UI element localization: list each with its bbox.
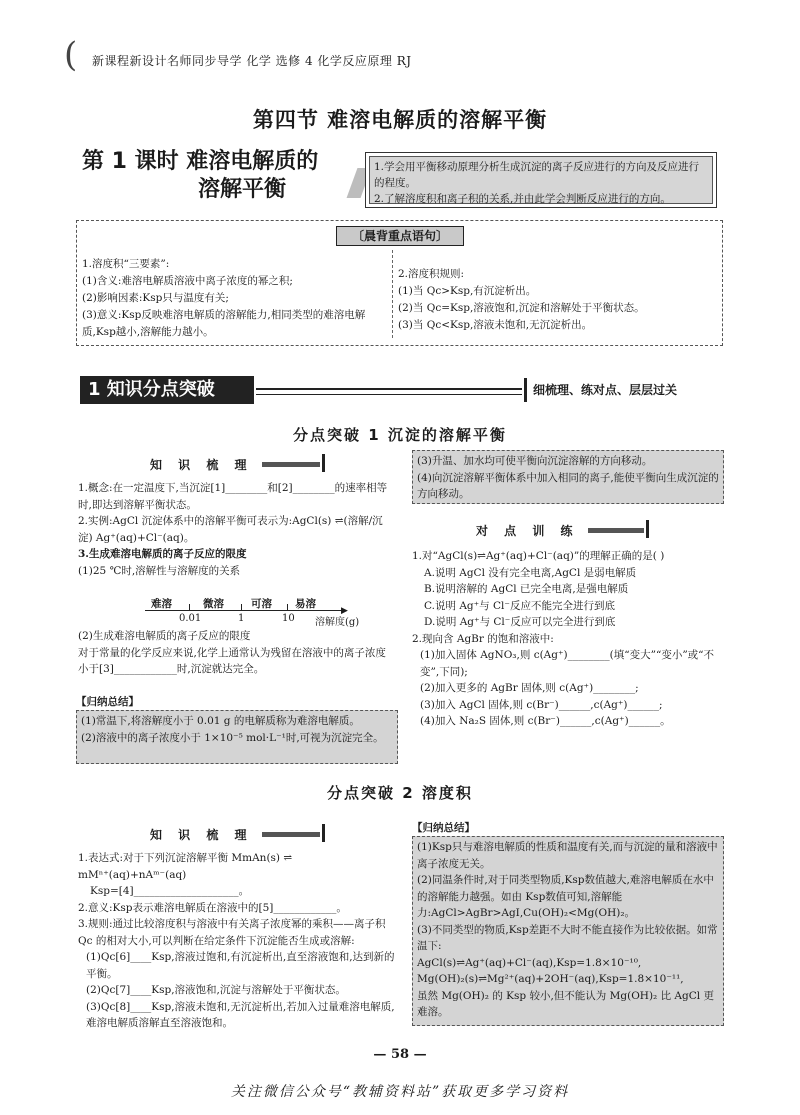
content-line: 1.表达式:对于下列沉淀溶解平衡 MmAn(s) ⇌ mMⁿ⁺(aq)+nAᵐ⁻(aq)	[78, 852, 293, 881]
recite-line: 2.溶度积规则:	[398, 268, 465, 280]
part2-knowledge-tag: 知 识 梳 理	[150, 828, 253, 842]
part2-title: 分点突破 2 溶度积	[327, 784, 473, 802]
recite-title: 〔晨背重点语句〕	[336, 226, 464, 246]
part1-left-content	[78, 480, 396, 579]
recite-line: (2)当 Qc=Ksp,溶液饱和,沉淀和溶解处于平衡状态。	[398, 302, 645, 314]
lesson-title	[82, 148, 318, 204]
tag-bar-end	[322, 454, 325, 472]
lesson-title-line1: 第 1 课时 难溶电解质的	[82, 149, 319, 174]
running-header: 新课程新设计名师同步导学 化学 选修 4 化学反应原理 RJ	[92, 54, 412, 68]
recite-divider	[392, 250, 394, 338]
tag-bar	[588, 528, 644, 533]
content-line: (1)25 ℃时,溶解性与溶解度的关系	[78, 564, 241, 577]
scale-axis	[145, 610, 345, 611]
option-line: B.说明溶解的 AgCl 已完全电离,是强电解质	[424, 583, 629, 595]
goal-item: 1.学会用平衡移动原理分析生成沉淀的离子反应进行的方向及反应进行的程度。	[374, 161, 700, 189]
summary-line: (2)溶液中的离子浓度小于 1×10⁻⁵ mol·L⁻¹时,可视为沉淀完全。	[81, 731, 384, 744]
tag-bar	[262, 462, 320, 467]
content-line: Ksp=[4]____________________。	[90, 885, 250, 897]
section-band-line	[256, 388, 522, 395]
content-line: 3.规则:通过比较溶度积与溶液中有关离子浓度幂的乘积——离子积 Qc 的相对大小,可以判断在给定条件下沉淀能否生成或溶解:	[78, 918, 386, 947]
sub-question-line: (2)加入更多的 AgBr 固体,则 c(Ag⁺)________;	[420, 682, 639, 694]
solubility-scale	[145, 596, 395, 626]
summary-line: (3)不同类型的物质,Ksp差距不大时不能直接作为比较依据。如常温下:	[417, 923, 718, 952]
practice-tag: 对 点 训 练	[476, 524, 579, 538]
sub-question-line: (1)加入固体 AgNO₃,则 c(Ag⁺)________(填“变大”“变小”或“不变”,下同);	[420, 649, 715, 678]
scale-tick-label: 10	[282, 613, 295, 624]
question-line: 2.现向含 AgBr 的饱和溶液中:	[412, 632, 554, 645]
summary-line: Mg(OH)₂(s)⇌Mg²⁺(aq)+2OH⁻(aq),Ksp=1.8×10⁻¹¹,	[417, 973, 684, 985]
scale-label: 难溶	[151, 598, 172, 610]
sub-question-line: (4)加入 Na₂S 固体,则 c(Br⁻)______,c(Ag⁺)______。	[420, 715, 671, 727]
option-line: D.说明 Ag⁺与 Cl⁻反应可以完全进行到底	[424, 616, 616, 628]
part1-right-shaded	[412, 450, 724, 504]
content-line: 2.意义:Ksp表示难溶电解质在溶液中的[5]____________。	[78, 901, 347, 914]
summary-label: 【归纳总结】	[412, 822, 475, 834]
part2-summary	[412, 836, 724, 1026]
section-band-right: 细梳理、练对点、层层过关	[524, 378, 720, 402]
content-line: (2)生成难溶电解质的离子反应的限度	[78, 630, 251, 642]
section-band-label: 1 知识分点突破	[80, 376, 254, 404]
learning-goals	[365, 152, 717, 208]
content-line: 2.实例:AgCl 沉淀体系中的溶解平衡可表示为:AgCl(s) ⇌(溶解/沉淀) Ag⁺(aq)+Cl⁻(aq)。	[78, 515, 383, 544]
sub-question-line: (3)加入 AgCl 固体,则 c(Br⁻)______,c(Ag⁺)______;	[420, 698, 663, 711]
part2-left-content	[78, 850, 396, 1032]
option-line: C.说明 Ag⁺与 Cl⁻反应不能完全进行到底	[424, 599, 615, 612]
content-line: 1.概念:在一定温度下,当沉淀[1]________和[2]________的速率相等时,即达到溶解平衡状态。	[78, 482, 388, 511]
scale-tick-label: 溶解度(g)	[315, 617, 360, 628]
scale-label: 易溶	[295, 598, 316, 610]
recite-line: 1.溶度积“三要素”:	[82, 258, 170, 270]
recite-line: (1)当 Qc>Ksp,有沉淀析出。	[398, 285, 537, 297]
content-line: 对于常量的化学反应来说,化学上通常认为残留在溶液中的离子浓度小于[3]____________时,沉淀就达完全。	[78, 646, 386, 675]
scale-tick-label: 1	[238, 613, 245, 624]
summary-line: (4)向沉淀溶解平衡体系中加入相同的离子,能使平衡向生成沉淀的方向移动。	[417, 471, 719, 500]
scale-tick	[241, 604, 242, 610]
summary-line: (3)升温、加水均可使平衡向沉淀溶解的方向移动。	[417, 455, 653, 467]
part1-knowledge-tag: 知 识 梳 理	[150, 458, 253, 472]
summary-line: (2)同温条件时,对于同类型物质,Ksp数值越大,难溶电解质在水中的溶解能力越强。如由 Ksp数值可知,溶解能力:AgCl>AgBr>AgI,Cu(OH)₂<Mg(OH)₂。	[417, 874, 714, 919]
recite-line: (2)影响因素:Ksp只与温度有关;	[82, 292, 229, 304]
tag-bar-end	[322, 824, 325, 842]
scale-tick	[189, 604, 190, 610]
footer-note: 关注微信公众号“教辅资料站”获取更多学习资料	[230, 1084, 570, 1100]
recite-left	[82, 256, 387, 341]
content-line: (1)Qc[6]____Ksp,溶液过饱和,有沉淀析出,直至溶液饱和,达到新的平衡。	[86, 951, 395, 980]
question-line: 1.对“AgCl(s)⇌Ag⁺(aq)+Cl⁻(aq)”的理解正确的是( )	[412, 550, 665, 562]
part1-practice	[412, 548, 724, 730]
recite-line: (1)含义:难溶电解质溶液中离子浓度的幂之积;	[82, 275, 293, 287]
section-title: 第四节 难溶电解质的溶解平衡	[252, 108, 548, 132]
header-brace: (	[64, 35, 78, 75]
part1-title: 分点突破 1 沉淀的溶解平衡	[293, 426, 507, 444]
scale-label: 可溶	[251, 598, 272, 610]
recite-line: (3)当 Qc<Ksp,溶液未饱和,无沉淀析出。	[398, 319, 593, 331]
part1-left-content2	[78, 628, 396, 678]
summary-label: 【归纳总结】	[76, 696, 139, 708]
page-number: — 58 —	[373, 1047, 427, 1062]
summary-line: 虽然 Mg(OH)₂ 的 Ksp 较小,但不能认为 Mg(OH)₂ 比 AgCl 更难溶。	[417, 989, 714, 1018]
lesson-title-line2: 溶解平衡	[198, 177, 287, 202]
summary-line: (1)常温下,将溶解度小于 0.01 g 的电解质称为难溶电解质。	[81, 715, 360, 727]
option-line: A.说明 AgCl 没有完全电离,AgCl 是弱电解质	[424, 566, 637, 579]
content-line: (3)Qc[8]____Ksp,溶液未饱和,无沉淀析出,若加入过量难溶电解质,难溶电解质溶解直至溶液饱和。	[86, 1000, 395, 1029]
tag-bar-end	[646, 520, 649, 538]
scale-label: 微溶	[203, 598, 224, 610]
summary-line: AgCl(s)⇌Ag⁺(aq)+Cl⁻(aq),Ksp=1.8×10⁻¹⁰,	[417, 956, 642, 969]
content-line: (2)Qc[7]____Ksp,溶液饱和,沉淀与溶解处于平衡状态。	[86, 984, 346, 996]
content-line: 3.生成难溶电解质的离子反应的限度	[78, 548, 247, 560]
summary-line: (1)Ksp只与难溶电解质的性质和温度有关,而与沉淀的量和溶液中离子浓度无关。	[417, 841, 718, 870]
tag-bar	[262, 832, 320, 837]
scale-arrow-icon: ▶	[341, 606, 348, 616]
recite-right	[398, 266, 716, 334]
scale-tick	[287, 604, 288, 610]
goal-item: 2.了解溶度积和离子积的关系,并由此学会判断反应进行的方向。	[374, 193, 671, 205]
recite-line: (3)意义:Ksp反映难溶电解质的溶解能力,相同类型的难溶电解质,Ksp越小,溶解能力越小。	[82, 309, 366, 338]
scale-tick-label: 0.01	[179, 613, 202, 624]
part1-summary	[76, 710, 398, 764]
